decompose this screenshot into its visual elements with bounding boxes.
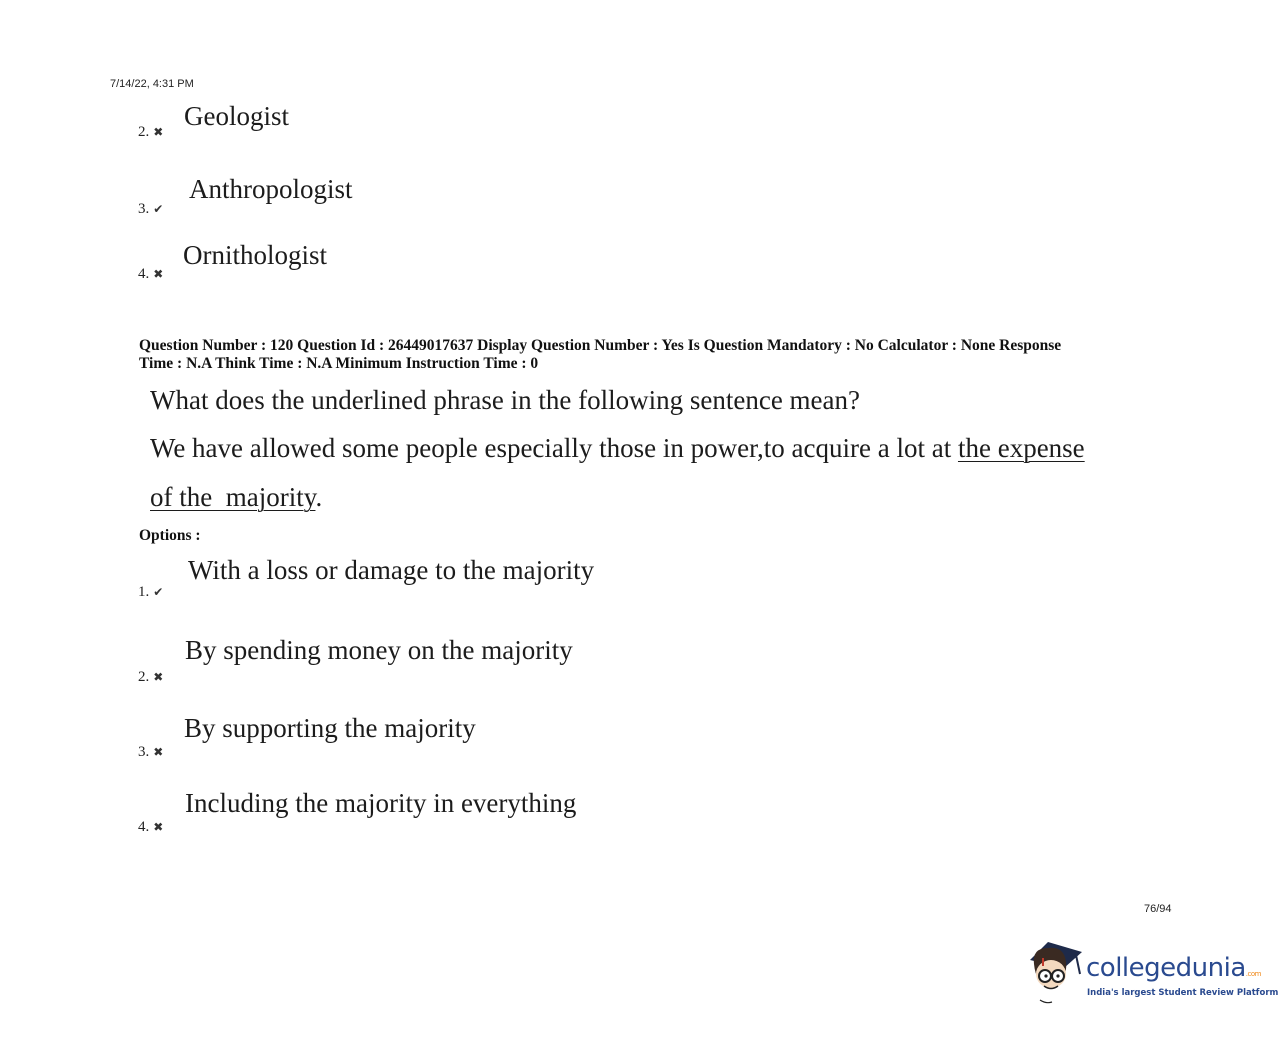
- option-4: [138, 818, 163, 836]
- options-label: Options :: [139, 527, 201, 544]
- question-meta-line-1: Question Number : 120 Question Id : 26449017637 Display Question Number : Yes Is Question Mandatory : No Calculator : None Response: [139, 337, 1062, 354]
- option-4-text: Including the majority in everything: [185, 788, 577, 818]
- brand-name: [1086, 953, 1261, 983]
- option-number: 2.: [138, 669, 150, 685]
- cross-icon: ✖: [153, 670, 164, 684]
- option-number: 4.: [138, 819, 150, 835]
- page-number: 76/94: [1144, 903, 1172, 915]
- question-sentence-line-1: [150, 433, 1085, 464]
- prev-option-3-text: Anthropologist: [189, 174, 353, 204]
- brand-name-text: collegedunia: [1086, 953, 1246, 983]
- sentence-end: .: [315, 482, 323, 512]
- underlined-phrase-part-2: of the majority: [150, 482, 316, 512]
- cross-icon: ✖: [153, 745, 164, 759]
- option-3: [138, 743, 163, 761]
- prev-option-2-text: Geologist: [184, 101, 289, 131]
- option-number: 3.: [138, 744, 150, 760]
- option-number: 4.: [138, 266, 150, 282]
- brand-suffix: .com: [1245, 970, 1261, 978]
- prev-option-4-text: Ornithologist: [183, 240, 328, 270]
- option-2: [138, 668, 163, 686]
- option-3-text: By supporting the majority: [184, 713, 476, 743]
- brand-tagline: India's largest Student Review Platform: [1087, 988, 1279, 998]
- prev-option-2: [138, 123, 163, 141]
- option-2-text: By spending money on the majority: [185, 635, 573, 665]
- cross-icon: ✖: [153, 267, 164, 281]
- cross-icon: ✖: [153, 820, 164, 834]
- check-icon: ✔: [153, 202, 164, 216]
- option-number: 1.: [138, 584, 150, 600]
- underlined-phrase-part-1: the expense: [957, 433, 1085, 463]
- question-meta-line-2: Time : N.A Think Time : N.A Minimum Instruction Time : 0: [139, 355, 539, 372]
- sentence-text: We have allowed some people especially those in power,to acquire a lot at: [150, 433, 958, 463]
- question-prompt: What does the underlined phrase in the following sentence mean?: [150, 385, 861, 415]
- option-number: 3.: [138, 201, 150, 217]
- option-1-text: With a loss or damage to the majority: [188, 555, 595, 585]
- cross-icon: ✖: [153, 125, 164, 139]
- question-meta: [139, 337, 1149, 373]
- print-timestamp: 7/14/22, 4:31 PM: [110, 78, 194, 90]
- question-sentence-line-2: [150, 482, 322, 513]
- prev-option-3: [138, 200, 163, 218]
- option-1: [138, 583, 163, 601]
- prev-option-4: [138, 265, 163, 283]
- check-icon: ✔: [153, 585, 164, 599]
- option-number: 2.: [138, 124, 150, 140]
